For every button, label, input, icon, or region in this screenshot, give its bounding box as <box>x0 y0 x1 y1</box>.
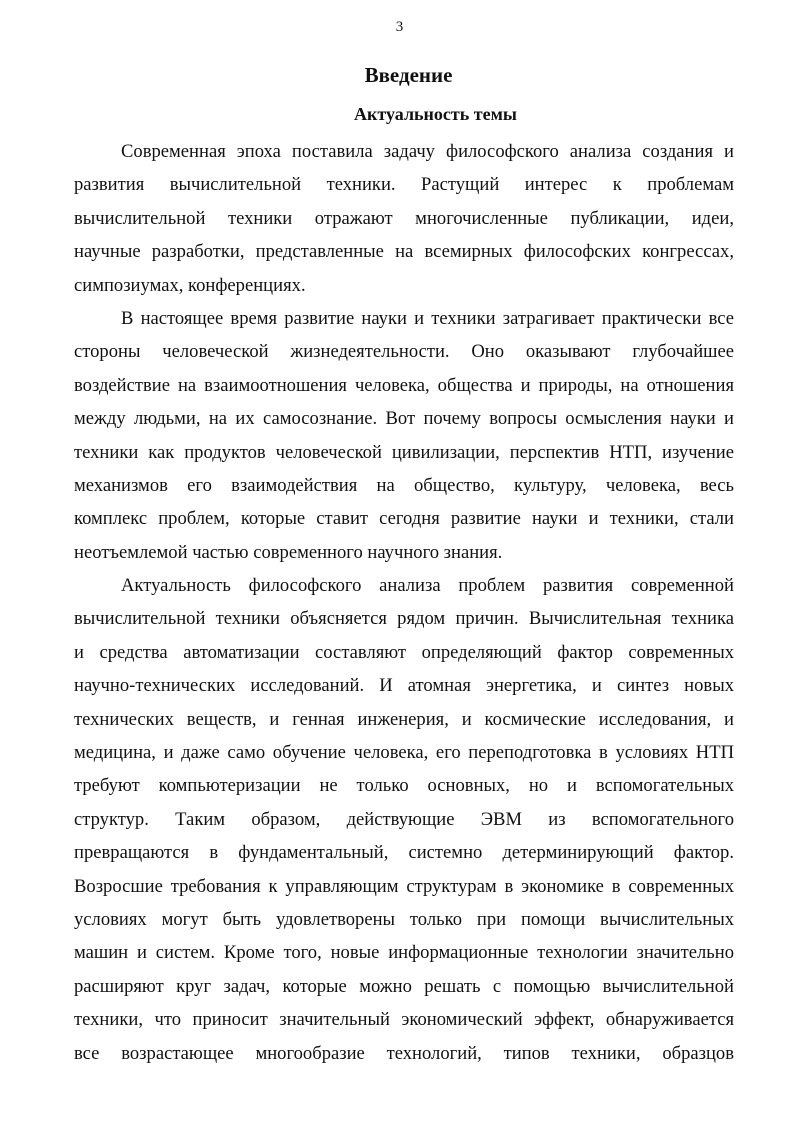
text-line: Возросшие требования к управляющим структурам в экономике в современных <box>74 875 734 897</box>
text-line: научные разработки, представленные на всемирных философских конгрессах, <box>74 241 734 263</box>
paragraph <box>74 302 734 569</box>
text-line: Современная эпоха поставила задачу философского анализа создания и <box>121 141 734 162</box>
text-line: между людьми, на их самосознание. Вот почему вопросы осмысления науки и <box>74 408 734 430</box>
text-line: вычислительной техники отражают многочисленные публикации, идеи, <box>74 207 734 229</box>
text-line: техники как продуктов человеческой цивилизации, перспектив НТП, изучение <box>74 441 734 463</box>
text-line: вычислительной техники объясняется рядом причин. Вычислительная техника <box>74 608 734 630</box>
text-line: Актуальность философского анализа проблем развития современной <box>121 575 734 597</box>
text-line: требуют компьютеризации не только основных, но и вспомогательных <box>74 775 734 797</box>
text-line: неотъемлемой частью современного научного знания. <box>74 541 503 563</box>
text-line: стороны человеческой жизнедеятельности. Оно оказывают глубочайшее <box>74 341 734 363</box>
text-line: медицина, и даже само обучение человека, его переподготовка в условиях НТП <box>74 742 734 764</box>
text-line: машин и систем. Кроме того, новые информационные технологии значительно <box>74 942 734 964</box>
text-line: все возрастающее многообразие технологий, типов техники, образцов <box>74 1042 734 1064</box>
section-title: Введение <box>364 63 453 87</box>
body-text <box>74 135 734 1070</box>
paragraph <box>74 569 734 1070</box>
text-line: комплекс проблем, которые ставит сегодня развитие науки и техники, стали <box>74 508 734 530</box>
text-line: превращаются в фундаментальный, системно детерминирующий фактор. <box>74 842 734 864</box>
text-line: механизмов его взаимодействия на общество, культуру, человека, весь <box>74 474 734 496</box>
text-line: структур. Таким образом, действующие ЭВМ из вспомогательного <box>74 808 734 830</box>
text-line: техники, что приносит значительный экономический эффект, обнаруживается <box>74 1009 734 1031</box>
text-line: научно-технических исследований. И атомная энергетика, и синтез новых <box>74 675 734 697</box>
text-line: технических веществ, и генная инженерия, и космические исследования, и <box>74 708 734 730</box>
text-line: развития вычислительной техники. Растущий интерес к проблемам <box>74 174 734 196</box>
text-line: В настоящее время развитие науки и техники затрагивает практически все <box>121 307 734 329</box>
text-line: и средства автоматизации составляют определяющий фактор современных <box>74 641 734 663</box>
text-line: воздействие на взаимоотношения человека, общества и природы, на отношения <box>74 374 734 396</box>
text-line: расширяют круг задач, которые можно решать с помощью вычислительной <box>74 975 734 997</box>
paragraph <box>74 135 734 302</box>
text-line: симпозиумах, конференциях. <box>74 274 306 296</box>
page-number: 3 <box>395 19 404 35</box>
section-subtitle: Актуальность темы <box>354 104 517 124</box>
text-line: условиях могут быть удовлетворены только при помощи вычислительных <box>74 908 734 930</box>
